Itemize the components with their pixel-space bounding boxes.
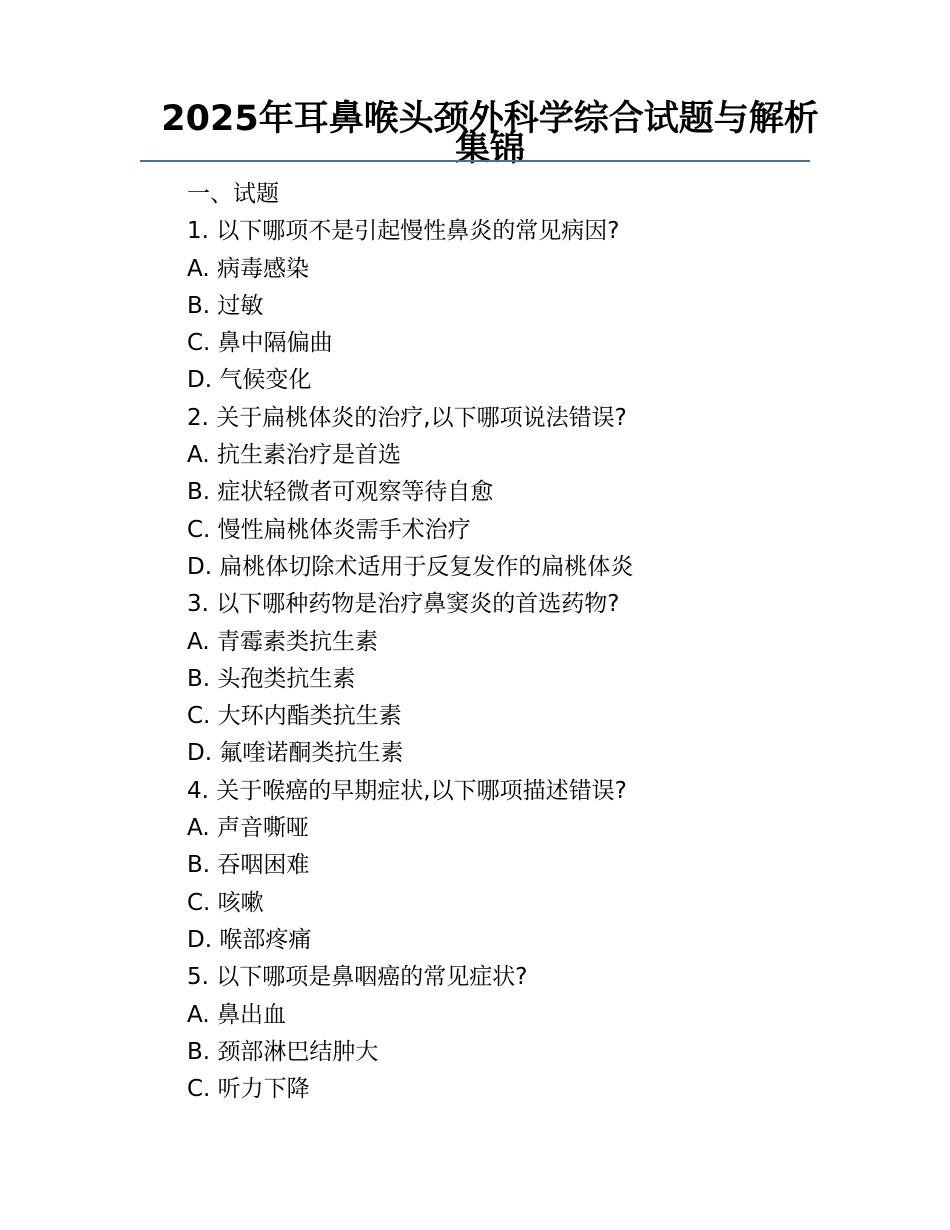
document-title: 2025年耳鼻喉头颈外科学综合试题与解析集锦: [161, 99, 819, 169]
option-b: B. 过敏: [187, 292, 264, 319]
option-a: A. 鼻出血: [187, 1001, 286, 1028]
option-c: C. 大环内酯类抗生素: [187, 703, 402, 730]
question-stem: 4. 关于喉癌的早期症状,以下哪项描述错误?: [187, 777, 627, 804]
question-4: [187, 773, 827, 959]
question-list: [187, 176, 827, 1108]
option-d: D. 喉部疼痛: [187, 926, 312, 953]
option-b: B. 头孢类抗生素: [187, 665, 356, 692]
question-stem: 3. 以下哪种药物是治疗鼻窦炎的首选药物?: [187, 591, 620, 618]
option-c: C. 鼻中隔偏曲: [187, 330, 333, 357]
option-d: D. 氟喹诺酮类抗生素: [187, 740, 404, 767]
option-c: C. 咳嗽: [187, 889, 264, 916]
option-a: A. 青霉素类抗生素: [187, 628, 378, 655]
section-heading: 一、试题: [187, 181, 279, 207]
option-a: A. 抗生素治疗是首选: [187, 442, 401, 469]
option-b: B. 症状轻微者可观察等待自愈: [187, 479, 494, 506]
option-a: A. 声音嘶哑: [187, 815, 309, 842]
option-a: A. 病毒感染: [187, 255, 309, 282]
question-stem: 1. 以下哪项不是引起慢性鼻炎的常见病因?: [187, 218, 620, 245]
question-2: [187, 400, 827, 586]
option-d: D. 气候变化: [187, 367, 312, 394]
question-stem: 5. 以下哪项是鼻咽癌的常见症状?: [187, 964, 528, 991]
question-stem: 2. 关于扁桃体炎的治疗,以下哪项说法错误?: [187, 404, 627, 431]
question-1: [187, 213, 827, 399]
question-5: [187, 959, 827, 1108]
option-b: B. 颈部淋巴结肿大: [187, 1038, 379, 1065]
option-b: B. 吞咽困难: [187, 852, 310, 879]
option-c: C. 听力下降: [187, 1076, 310, 1103]
option-c: C. 慢性扁桃体炎需手术治疗: [187, 516, 471, 543]
title-underline: [140, 160, 810, 162]
question-3: [187, 586, 827, 772]
option-d: D. 扁桃体切除术适用于反复发作的扁桃体炎: [187, 553, 634, 580]
